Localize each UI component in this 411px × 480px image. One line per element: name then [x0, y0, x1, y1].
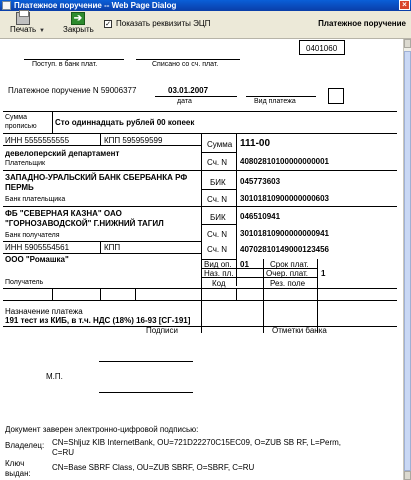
- signatures-label: Подписи: [146, 326, 178, 335]
- payee-name: ООО "Ромашка": [5, 255, 69, 264]
- close-window-icon[interactable]: ×: [399, 0, 410, 10]
- payer-acct-label: Сч. N: [207, 158, 228, 167]
- received-label: Поступ. в банк плат.: [32, 61, 98, 68]
- payer-name: девелоперский департамент: [5, 149, 120, 158]
- payee-label: Получатель: [5, 279, 44, 286]
- close-button[interactable]: [63, 12, 93, 34]
- scroll-down-icon[interactable]: [404, 471, 411, 480]
- sum-label: Сумма: [207, 140, 233, 149]
- payer-corr-label: Сч. N: [207, 195, 228, 204]
- op-type-label: Вид оп.: [204, 260, 232, 269]
- debited-label: Списано со сч. плат.: [152, 61, 219, 68]
- payer-bik: 045773603: [240, 177, 281, 186]
- payment-type-box: [328, 88, 344, 104]
- form-code: 0401060: [306, 44, 338, 53]
- payer-kpp: КПП 595959599: [104, 136, 163, 145]
- payee-account: 40702810149000123456: [240, 245, 329, 254]
- key-issued-value: CN=Base SBRF Class, OU=ZUB SBRF, O=SBRF, C=RU: [52, 463, 255, 472]
- scroll-up-icon[interactable]: [404, 39, 411, 48]
- payer-bank: ЗАПАДНО-УРАЛЬСКИЙ БАНК СБЕРБАНКА РФ ПЕРМЬ: [5, 173, 188, 192]
- amount-words-label: Сумма прописью: [5, 114, 37, 130]
- priority-value: 1: [321, 269, 326, 278]
- payment-type-label: Вид платежа: [254, 98, 296, 105]
- scroll-thumb[interactable]: [404, 51, 411, 471]
- payee-inn: ИНН 5905554561: [5, 243, 70, 252]
- window-icon: [2, 1, 11, 10]
- payer-bik-label: БИК: [210, 178, 226, 187]
- purpose-value: 191 тест из КИБ, в т.ч. НДС (18%) 16-93 [СГ-191]: [5, 316, 191, 325]
- payer-bank-label: Банк плательщика: [5, 196, 66, 203]
- print-button[interactable]: [10, 12, 36, 34]
- payer-account: 40802810100000000001: [240, 157, 329, 166]
- payment-order-page: [0, 39, 403, 480]
- payer-inn: ИНН 5555555555: [5, 136, 70, 145]
- payer-corr: 30101810900000000603: [240, 194, 329, 203]
- printer-icon: [16, 12, 30, 25]
- amount-words: Сто одиннадцать рублей 00 копеек: [55, 118, 195, 127]
- purpose-label: Назначение платежа: [5, 307, 83, 316]
- reserve-label: Рез. поле: [270, 279, 306, 288]
- close-label: Закрыть: [63, 25, 94, 34]
- code-label: Код: [212, 279, 226, 288]
- vertical-scrollbar[interactable]: [403, 39, 411, 480]
- purpose-code-label: Наз. пл.: [204, 269, 234, 278]
- show-eds-label: Показать реквизиты ЭЦП: [116, 19, 211, 28]
- payee-kpp: КПП: [104, 243, 121, 252]
- document-title: Платежное поручение: [318, 19, 406, 28]
- payee-bank: ФБ "СЕВЕРНАЯ КАЗНА" ОАО "ГОРНОЗАВОДСКОЙ" Г.НИЖНИЙ ТАГИЛ: [5, 209, 164, 228]
- print-dropdown-icon[interactable]: ▼: [39, 28, 45, 34]
- show-eds-checkbox[interactable]: ✓: [105, 21, 111, 28]
- window-title: Платежное поручение -- Web Page Dialog: [14, 1, 177, 10]
- date-label: дата: [177, 98, 192, 105]
- key-issued-label: Ключ выдан:: [5, 459, 31, 478]
- order-date: 03.01.2007: [168, 86, 209, 95]
- payee-acct-label: Сч. N: [207, 245, 228, 254]
- green-arrow-icon: ➔: [71, 12, 85, 25]
- payee-bank-label: Банк получателя: [5, 232, 60, 239]
- title-bar: [0, 0, 411, 11]
- eds-caption: Документ заверен электронно-цифровой подписью:: [5, 425, 199, 434]
- term-label: Срок плат.: [270, 260, 309, 269]
- op-type-value: 01: [240, 260, 249, 269]
- payee-bik: 046510941: [240, 212, 281, 221]
- sum-value: 111-00: [240, 138, 271, 149]
- bank-marks-label: Отметки банка: [272, 326, 327, 335]
- print-label: Печать: [10, 25, 37, 34]
- priority-label: Очер. плат.: [266, 269, 309, 278]
- payer-label: Плательщик: [5, 160, 46, 167]
- stamp-label: М.П.: [46, 372, 63, 381]
- toolbar: [0, 11, 411, 39]
- owner-label: Владелец:: [5, 441, 45, 450]
- payee-corr-label: Сч. N: [207, 230, 228, 239]
- payee-bik-label: БИК: [210, 213, 226, 222]
- owner-value: CN=Shljuz KIB InternetBank, OU=721D22270C15EC09, O=ZUB SB RF, L=Perm, C=RU: [52, 438, 342, 457]
- order-number: Платежное поручение N 59006377: [8, 86, 137, 95]
- payee-corr: 30101810900000000941: [240, 229, 329, 238]
